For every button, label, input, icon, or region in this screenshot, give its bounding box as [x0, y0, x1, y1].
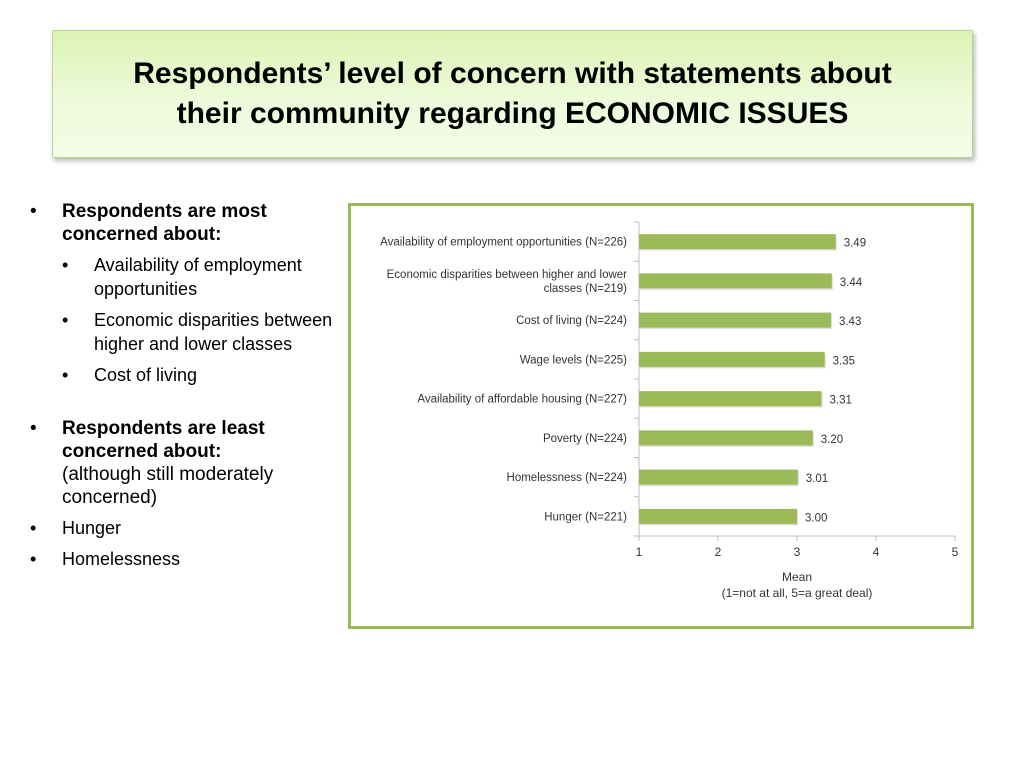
category-label-line: Wage levels (N=225) — [519, 354, 627, 367]
least-item-1: • Hunger — [30, 518, 122, 538]
category-label-line: classes (N=219) — [543, 282, 627, 295]
chart-frame — [348, 203, 974, 629]
bar — [639, 273, 832, 288]
data-label: 3.35 — [832, 355, 856, 368]
category-label — [516, 315, 627, 327]
x-axis-title: Mean — [781, 570, 813, 584]
bullet-least-concerned — [30, 417, 340, 571]
bullet-most-concerned — [30, 200, 340, 387]
category-label — [380, 237, 627, 249]
bar — [639, 470, 798, 485]
category-label — [417, 394, 627, 406]
x-tick-label: 3 — [793, 545, 801, 559]
category-label — [520, 354, 627, 366]
page-title — [121, 54, 903, 134]
bullet-dot: • — [30, 201, 37, 222]
data-label: 3.20 — [820, 433, 844, 446]
x-axis-subtitle: (1=not at all, 5=a great deal) — [721, 586, 873, 600]
bar — [639, 313, 831, 328]
bar-chart — [351, 206, 971, 626]
title-line-1: Respondents’ level of concern with statements about — [133, 57, 892, 90]
data-label: 3.00 — [805, 512, 828, 525]
least-concerned-heading: Respondents are least concerned about: — [62, 418, 265, 462]
data-label: 3.43 — [838, 316, 862, 329]
bar — [639, 234, 836, 249]
category-label-line: Cost of living (N=224) — [516, 315, 627, 328]
category-label-line: Economic disparities between higher and lower — [386, 268, 627, 281]
bar — [639, 509, 797, 524]
x-tick-label: 1 — [635, 545, 643, 559]
bullet-dot: • — [30, 418, 37, 439]
category-label — [544, 511, 627, 523]
data-label: 3.01 — [805, 473, 829, 486]
category-label — [507, 472, 628, 484]
category-label-line: Availability of employment opportunities (N=226) — [380, 236, 627, 249]
most-item-3: • Cost of living — [62, 365, 198, 385]
category-label-line: Poverty (N=224) — [542, 432, 627, 445]
bar — [639, 391, 821, 406]
x-tick-label: 4 — [872, 545, 880, 559]
bullet-list — [30, 200, 340, 585]
bar — [639, 352, 825, 367]
data-label: 3.49 — [843, 237, 867, 250]
least-item-2: • Homelessness — [30, 549, 181, 569]
title-box — [52, 30, 973, 158]
data-label: 3.31 — [829, 394, 852, 407]
category-label-line: Availability of affordable housing (N=227) — [417, 393, 627, 406]
least-concerned-note: (although still moderately concerned) — [62, 464, 274, 508]
most-item-1: • Availability of employment opportunities — [62, 255, 302, 299]
category-label — [387, 269, 628, 295]
data-label: 3.44 — [839, 276, 863, 289]
title-line-2: their community regarding ECONOMIC ISSUES — [176, 97, 849, 130]
most-concerned-heading: Respondents are most concerned about: — [62, 201, 267, 245]
category-label-line: Homelessness (N=224) — [506, 472, 627, 485]
most-item-2: • Economic disparities between higher and lower classes — [62, 310, 333, 354]
category-label-line: Hunger (N=221) — [544, 511, 627, 524]
x-tick-label: 5 — [951, 545, 959, 559]
bar — [639, 430, 813, 445]
category-label — [543, 433, 627, 445]
x-tick-label: 2 — [714, 545, 722, 559]
